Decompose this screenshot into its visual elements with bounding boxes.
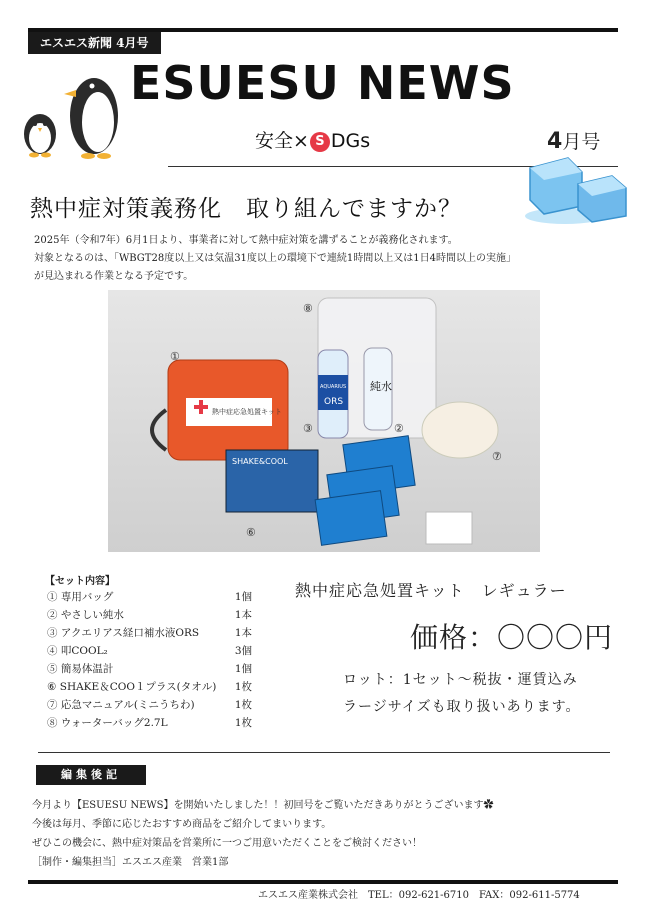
ice-cube-icon	[520, 150, 635, 228]
product-price: 価格：〇〇〇円	[410, 621, 614, 654]
bag-label: 熱中症応急処置キット	[212, 408, 282, 416]
set-contents-title: 【セット内容】	[45, 576, 115, 587]
bottom-rule	[28, 880, 618, 884]
list-item: ③ アクエリアス経口補水液ORS 1本	[47, 627, 252, 639]
large-size-note: ラージサイズも取り扱いあります。	[343, 699, 581, 715]
month-number: 4	[547, 129, 563, 154]
product-photo	[108, 290, 540, 552]
issue-tag: エスエス新聞 4月号	[28, 32, 161, 54]
editor-line: 今月より【ESUESU NEWS】を開始いたしました！！初回号をご覧いただきありがとうございます✿	[32, 800, 494, 811]
editor-line: ［制作・編集担当］エスエス産業 営業1部	[32, 857, 229, 868]
marker-3: ③	[303, 422, 313, 435]
mini-fan	[422, 402, 498, 458]
big-penguin	[64, 78, 118, 159]
penguin-illustration	[14, 70, 124, 162]
list-item: ① 専用バッグ 1個	[47, 591, 252, 603]
section-rule	[38, 752, 610, 753]
subtitle-pre: 安全×	[255, 130, 309, 152]
intro-line: が見込まれる作業となる予定です。	[34, 271, 194, 282]
bottle1-label: AQUARIUS	[320, 384, 347, 390]
kit-illustration	[108, 290, 540, 552]
pack-label: SHAKE&COOL	[232, 457, 288, 466]
cool-packs	[315, 436, 415, 546]
product-name: 熱中症応急処置キット レギュラー	[295, 581, 567, 600]
lot-note: ロット：1セット～税抜・運賃込み	[343, 672, 578, 688]
editor-note-tag: 編集後記	[36, 765, 146, 785]
intro-line: 対象となるのは、「WBGT28度以上又は気温31度以上の環境下で連続1時間以上又は1日4時間以上の実施」	[34, 253, 517, 264]
editor-line: 今後は毎月、季節に応じたおすすめ商品をご紹介してまいります。	[32, 819, 332, 830]
article-intro	[34, 232, 544, 286]
editor-line: ぜひこの機会に、熱中症対策品を営業所に一つご用意いただくことをご検討ください！	[32, 838, 422, 849]
subtitle-post: DGs	[330, 130, 371, 152]
masthead-subtitle	[255, 126, 370, 153]
bottle-water	[364, 348, 392, 430]
company-footer: エスエス産業株式会社 TEL：092-621-6710 FAX：092-611-5774	[258, 890, 580, 901]
list-item: ② やさしい純水 1本	[47, 609, 252, 621]
marker-8: ⑧	[303, 302, 313, 315]
list-item: ⑤ 簡易体温計 1個	[47, 663, 252, 675]
intro-line: 2025年（令和7年）6月1日より、事業者に対して熱中症対策を講ずることが義務化されます。	[34, 235, 458, 246]
product-notes	[343, 667, 580, 721]
bottle1-sub: ORS	[324, 397, 344, 407]
marker-6: ⑥	[246, 526, 256, 539]
list-item: ⑧ ウォーターバッグ2.7L 1枚	[47, 717, 252, 729]
heart-s-icon: S	[310, 132, 330, 152]
article-headline: 熱中症対策義務化 取り組んでますか？	[30, 196, 462, 222]
small-penguin	[24, 114, 56, 158]
manual-card	[426, 512, 472, 544]
bottle2-label: 純水	[370, 380, 392, 393]
marker-7: ⑦	[492, 450, 502, 463]
list-item: ⑦ 応急マニュアル(ミニうちわ) 1枚	[47, 699, 252, 711]
set-contents-list	[47, 588, 252, 732]
list-item: ④ 叩COOL₂ 3個	[47, 645, 252, 657]
bottle-aquarius	[318, 350, 348, 438]
list-item: ⑥ SHAKE＆COO１プラス(タオル) 1枚	[47, 681, 252, 693]
masthead-title: ESUESU NEWS	[130, 56, 515, 110]
marker-1: ①	[170, 350, 180, 363]
month-suffix: 月号	[562, 131, 601, 153]
editor-note-body	[32, 796, 622, 872]
marker-2: ②	[394, 422, 404, 435]
kit-bag	[152, 360, 288, 460]
shake-cool-pack	[226, 450, 318, 512]
